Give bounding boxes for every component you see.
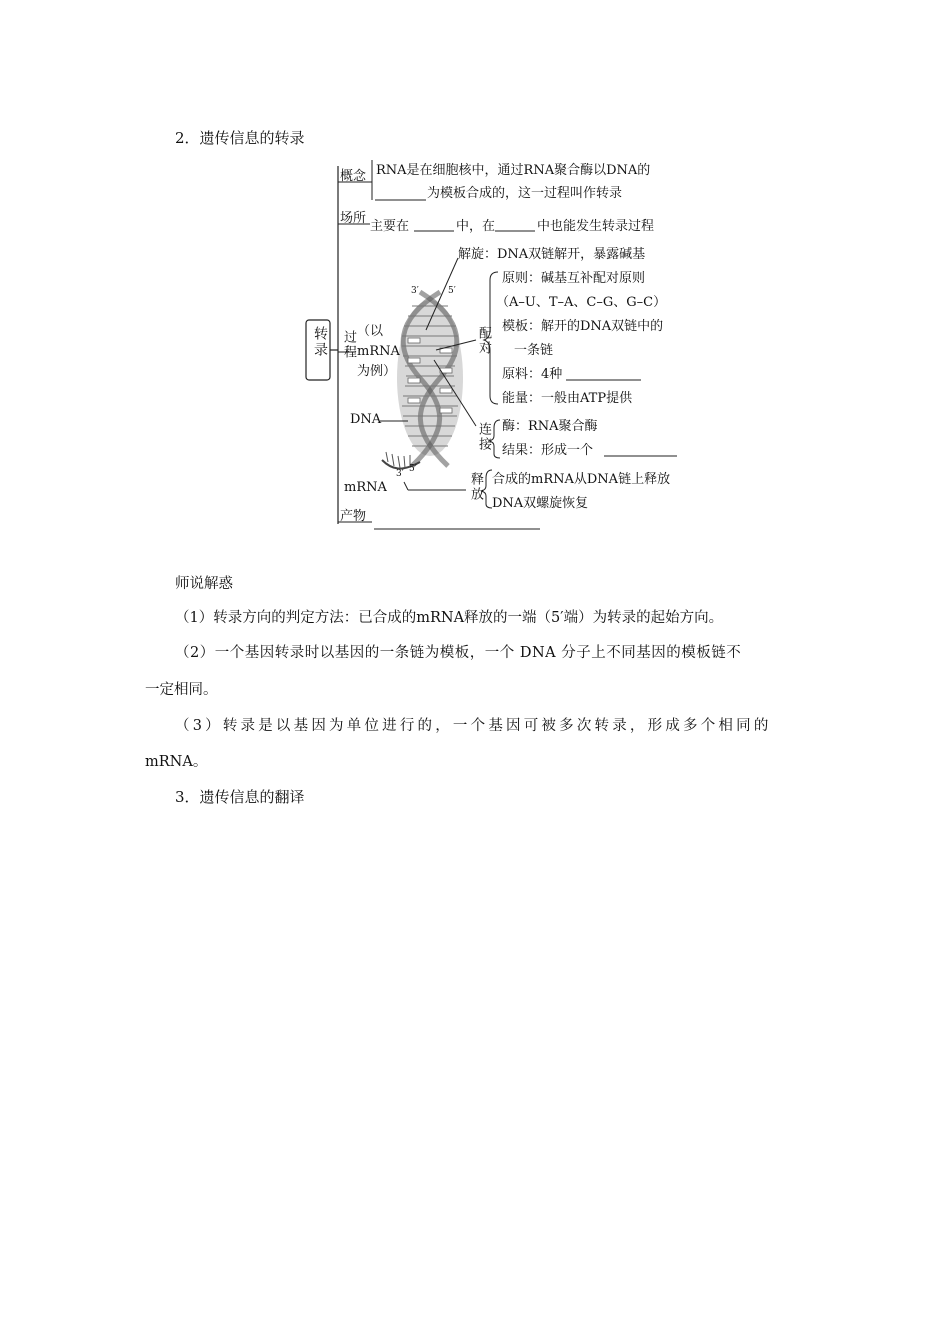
release-text-2: DNA双螺旋恢复 [492, 496, 589, 511]
template-line-2: 一条链 [514, 343, 554, 358]
unwind-text: 解旋：DNA双链解开，暴露碱基 [458, 247, 646, 262]
template-line-1: 模板：解开的DNA双链中的 [502, 319, 664, 334]
process-label: 过程 [341, 330, 356, 360]
release-text-1: 合成的mRNA从DNA链上释放 [492, 472, 671, 487]
explain-title: 师说解惑 [175, 576, 233, 592]
dna-label: DNA [350, 412, 382, 427]
material-text: 原料：4种 [502, 367, 563, 382]
site-text-b: 中，在 [456, 219, 496, 234]
concept-line-1: RNA是在细胞核中，通过RNA聚合酶以DNA的 [376, 163, 651, 178]
concept-line-2: 为模板合成的，这一过程叫作转录 [427, 186, 623, 201]
principle-text: 原则：碱基互补配对原则 [502, 271, 646, 286]
prime-5-top: 5′ [448, 286, 456, 296]
prime-3-top: 3′ [411, 286, 419, 296]
process-note: （以mRNA为例） [357, 324, 400, 379]
energy-text: 能量：一般由ATP提供 [502, 391, 633, 406]
mrna-label: mRNA [344, 480, 387, 495]
paragraph-3-line-1: （3）转录是以基因为单位进行的，一个基因可被多次转录，形成多个相同的 [175, 718, 772, 734]
paragraph-1: （1）转录方向的判定方法：已合成的mRNA释放的一端（5′端）为转录的起始方向。 [175, 610, 724, 626]
section-3-title: 3．遗传信息的翻译 [175, 788, 305, 806]
release-label: 释放 [468, 472, 483, 502]
root-label-transcription: 转录 [312, 326, 328, 358]
pairing-label: 配对 [476, 326, 491, 356]
principle-pairs: （A–U、T–A、C–G、G–C） [496, 295, 667, 310]
prime-5-bottom: 5′ [409, 464, 417, 474]
paragraph-2-line-2: 一定相同。 [145, 682, 218, 698]
link-label: 连接 [476, 422, 491, 452]
paragraph-2-line-1: （2）一个基因转录时以基因的一条链为模板，一个 DNA 分子上不同基因的模板链不 [175, 645, 742, 661]
site-label: 场所 [340, 211, 367, 226]
site-text-a: 主要在 [370, 219, 410, 234]
enzyme-text: 酶：RNA聚合酶 [502, 419, 598, 434]
paragraph-3-line-2: mRNA。 [145, 754, 208, 770]
section-2-title: 2．遗传信息的转录 [175, 129, 305, 147]
concept-label: 概念 [340, 169, 367, 184]
product-label: 产物 [340, 509, 367, 524]
result-text: 结果：形成一个 [502, 443, 594, 458]
site-text-c: 中也能发生转录过程 [537, 219, 655, 234]
prime-3-bottom: 3′ [396, 469, 404, 479]
